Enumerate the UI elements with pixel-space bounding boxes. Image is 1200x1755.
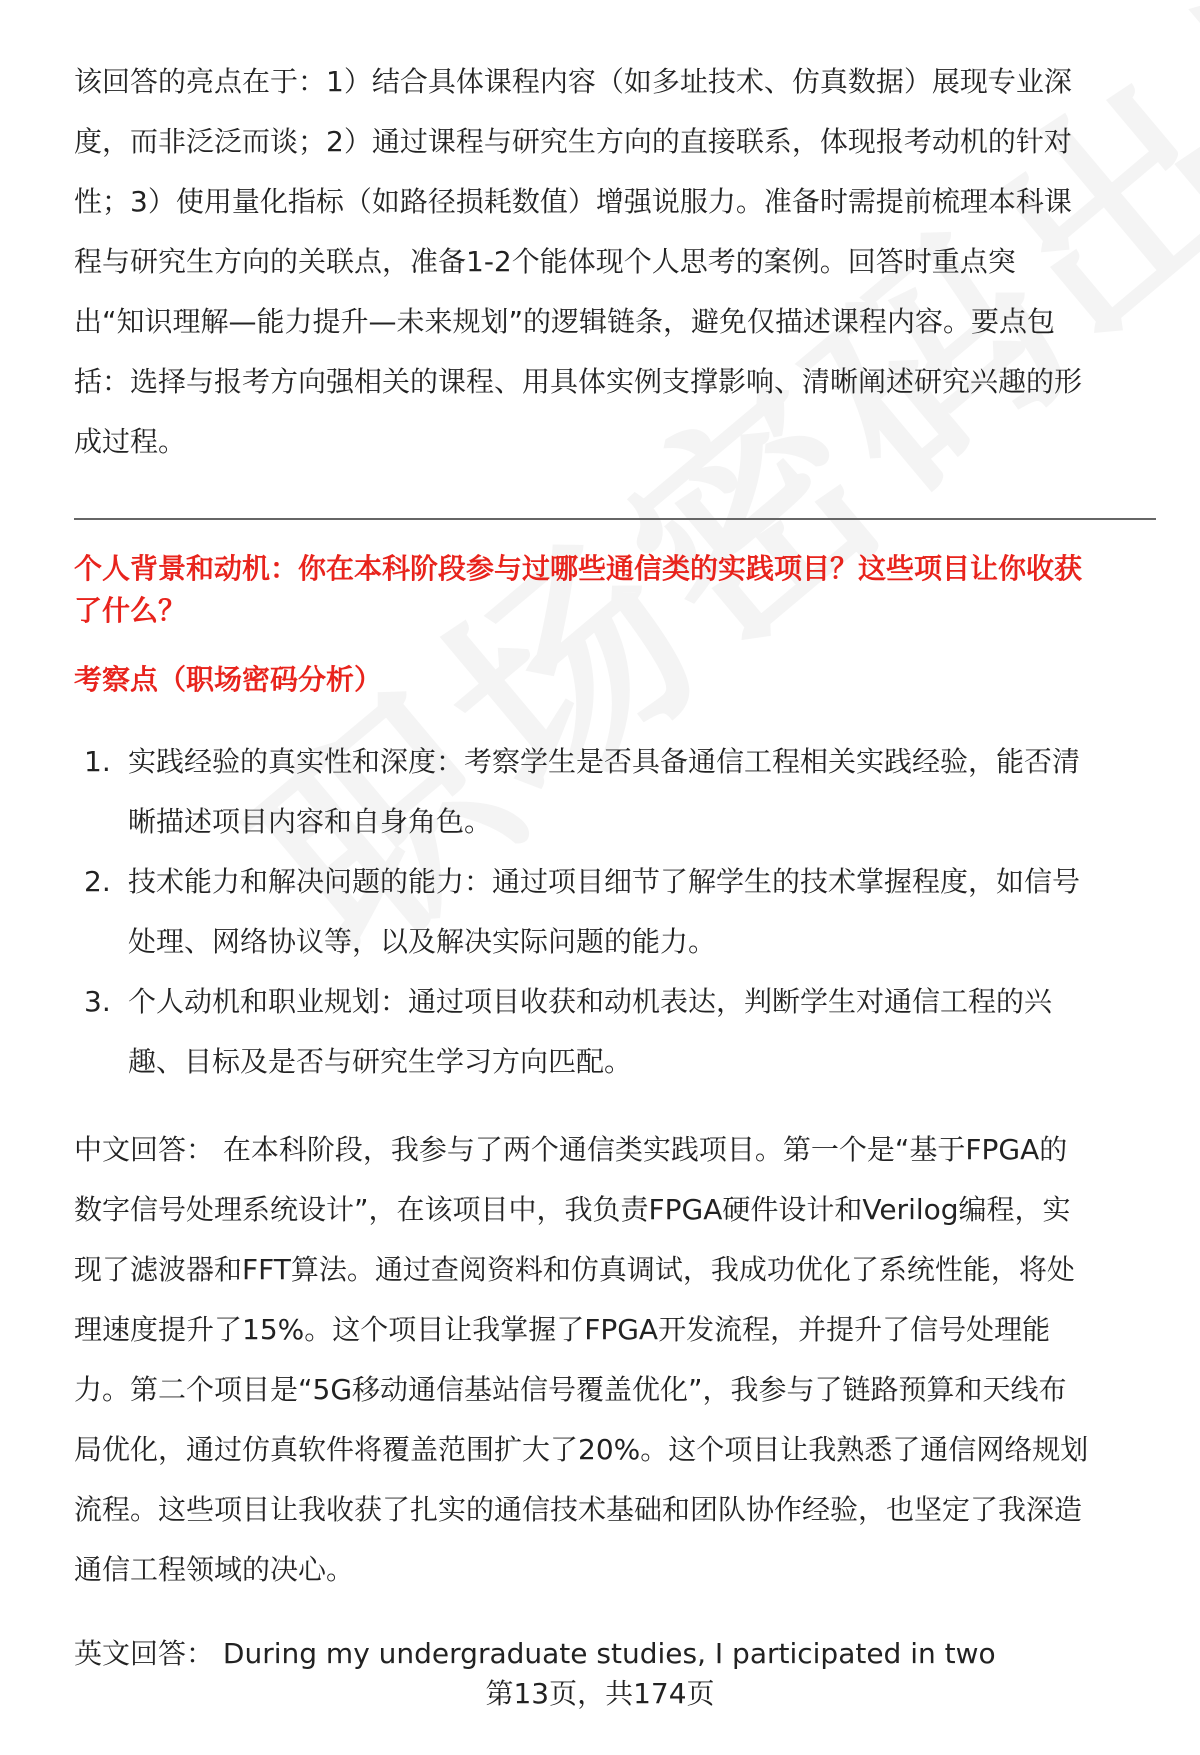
focus-heading: 考察点（职场密码分析） [74, 663, 383, 696]
text-line: 现了滤波器和FFT算法。通过查阅资料和仿真调试，我成功优化了系统性能，将处 [74, 1253, 1075, 1286]
list-number: 3. [84, 985, 111, 1018]
chinese-answer [74, 1120, 1154, 1600]
list-item [74, 732, 1156, 852]
list-item [74, 972, 1156, 1092]
text-line: 通信工程领域的决心。 [74, 1553, 355, 1586]
text-line: 英文回答： During my undergraduate studies, I participated in two [74, 1637, 996, 1670]
text-line: 理速度提升了15%。这个项目让我掌握了FPGA开发流程，并提升了信号处理能 [74, 1313, 1051, 1346]
intro-paragraph [74, 52, 1154, 472]
list-item-line: 晰描述项目内容和自身角色。 [128, 805, 493, 838]
focus-list [74, 732, 1156, 1092]
text-line: 括：选择与报考方向强相关的课程、用具体实例支撑影响、清晰阐述研究兴趣的形 [74, 365, 1083, 398]
list-number: 2. [84, 865, 111, 898]
text-line: 性；3）使用量化指标（如路径损耗数值）增强说服力。准备时需提前梳理本科课 [74, 185, 1072, 218]
section-divider [74, 518, 1156, 520]
text-line: 该回答的亮点在于：1）结合具体课程内容（如多址技术、仿真数据）展现专业深 [74, 65, 1072, 98]
text-line: 力。第二个项目是“5G移动通信基站信号覆盖优化”，我参与了链路预算和天线布 [74, 1373, 1067, 1406]
text-line: 度，而非泛泛而谈；2）通过课程与研究生方向的直接联系，体现报考动机的针对 [74, 125, 1072, 158]
list-item-line: 处理、网络协议等，以及解决实际问题的能力。 [128, 925, 717, 958]
question-line: 个人背景和动机：你在本科阶段参与过哪些通信类的实践项目？这些项目让你收获 [74, 552, 1083, 585]
text-line: 成过程。 [74, 425, 187, 458]
list-item-line: 趣、目标及是否与研究生学习方向匹配。 [128, 1045, 633, 1078]
list-number: 1. [84, 745, 111, 778]
list-item-line: 技术能力和解决问题的能力：通过项目细节了解学生的技术掌握程度，如信号 [128, 865, 1081, 898]
text-line: 局优化，通过仿真软件将覆盖范围扩大了20%。这个项目让我熟悉了通信网络规划 [74, 1433, 1089, 1466]
text-line: 程与研究生方向的关联点，准备1-2个能体现个人思考的案例。回答时重点突 [74, 245, 1016, 278]
text-line: 数字信号处理系统设计”，在该项目中，我负责FPGA硬件设计和Verilog编程，实 [74, 1193, 1071, 1226]
page-number: 第13页，共174页 [485, 1677, 715, 1710]
text-line: 流程。这些项目让我收获了扎实的通信技术基础和团队协作经验，也坚定了我深造 [74, 1493, 1083, 1526]
list-item-line: 个人动机和职业规划：通过项目收获和动机表达，判断学生对通信工程的兴 [128, 985, 1053, 1018]
question-line: 了什么？ [74, 594, 187, 627]
question-heading [74, 548, 1156, 632]
text-line: 中文回答： 在本科阶段，我参与了两个通信类实践项目。第一个是“基于FPGA的 [74, 1133, 1068, 1166]
list-item [74, 852, 1156, 972]
text-line: 出“知识理解—能力提升—未来规划”的逻辑链条，避免仅描述课程内容。要点包 [74, 305, 1056, 338]
list-item-line: 实践经验的真实性和深度：考察学生是否具备通信工程相关实践经验，能否清 [128, 745, 1081, 778]
